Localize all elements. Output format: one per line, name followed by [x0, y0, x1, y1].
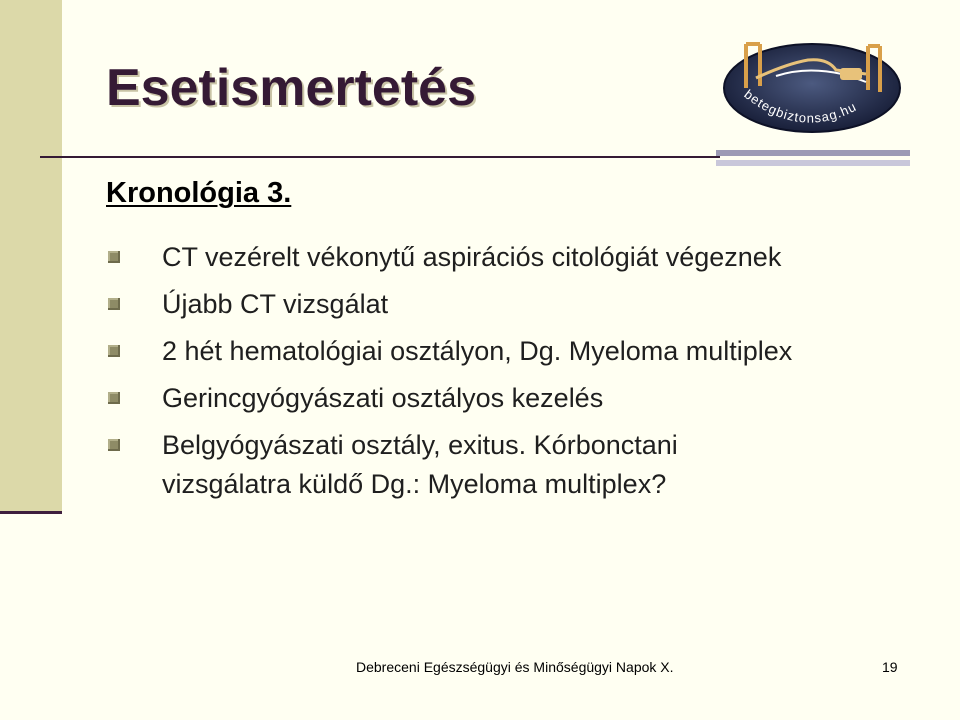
side-band: [0, 0, 62, 512]
square-bullet-icon: [108, 439, 120, 451]
bullet-text: Újabb CT vizsgálat: [162, 289, 389, 319]
logo-stripe-light: [716, 160, 910, 166]
square-bullet-icon: [108, 392, 120, 404]
page-number: 19: [882, 659, 898, 675]
betegbiztonsag-logo-icon: [716, 30, 908, 146]
square-bullet-icon: [108, 251, 120, 263]
slide-subtitle: Kronológia 3.: [106, 177, 292, 209]
bullet-text: CT vezérelt vékonytű aspirációs citológiát végeznek: [162, 242, 782, 272]
bullet-list: [108, 238, 908, 512]
side-band-underline: [0, 511, 62, 514]
logo-stripe: [716, 150, 910, 156]
bullet-text: Gerincgyógyászati osztályos kezelés: [162, 383, 604, 413]
logo-text: betegbiztonsag.hu: [741, 86, 860, 126]
slide-title: Esetismertetés: [106, 59, 476, 117]
title-divider: [40, 156, 720, 158]
footer-text: Debreceni Egészségügyi és Minőségügyi Napok X.: [356, 659, 674, 675]
list-item: [108, 332, 802, 371]
list-item: [108, 285, 908, 324]
bullet-text: 2 hét hematológiai osztályon, Dg. Myeloma multiplex: [162, 336, 793, 366]
list-item: [108, 238, 908, 277]
square-bullet-icon: [108, 345, 120, 357]
bullet-text: Belgyógyászati osztály, exitus. Kórbonctani vizsgálatra küldő Dg.: Myeloma multiplex?: [162, 430, 678, 499]
list-item: [108, 426, 802, 504]
square-bullet-icon: [108, 298, 120, 310]
list-item: [108, 379, 908, 418]
